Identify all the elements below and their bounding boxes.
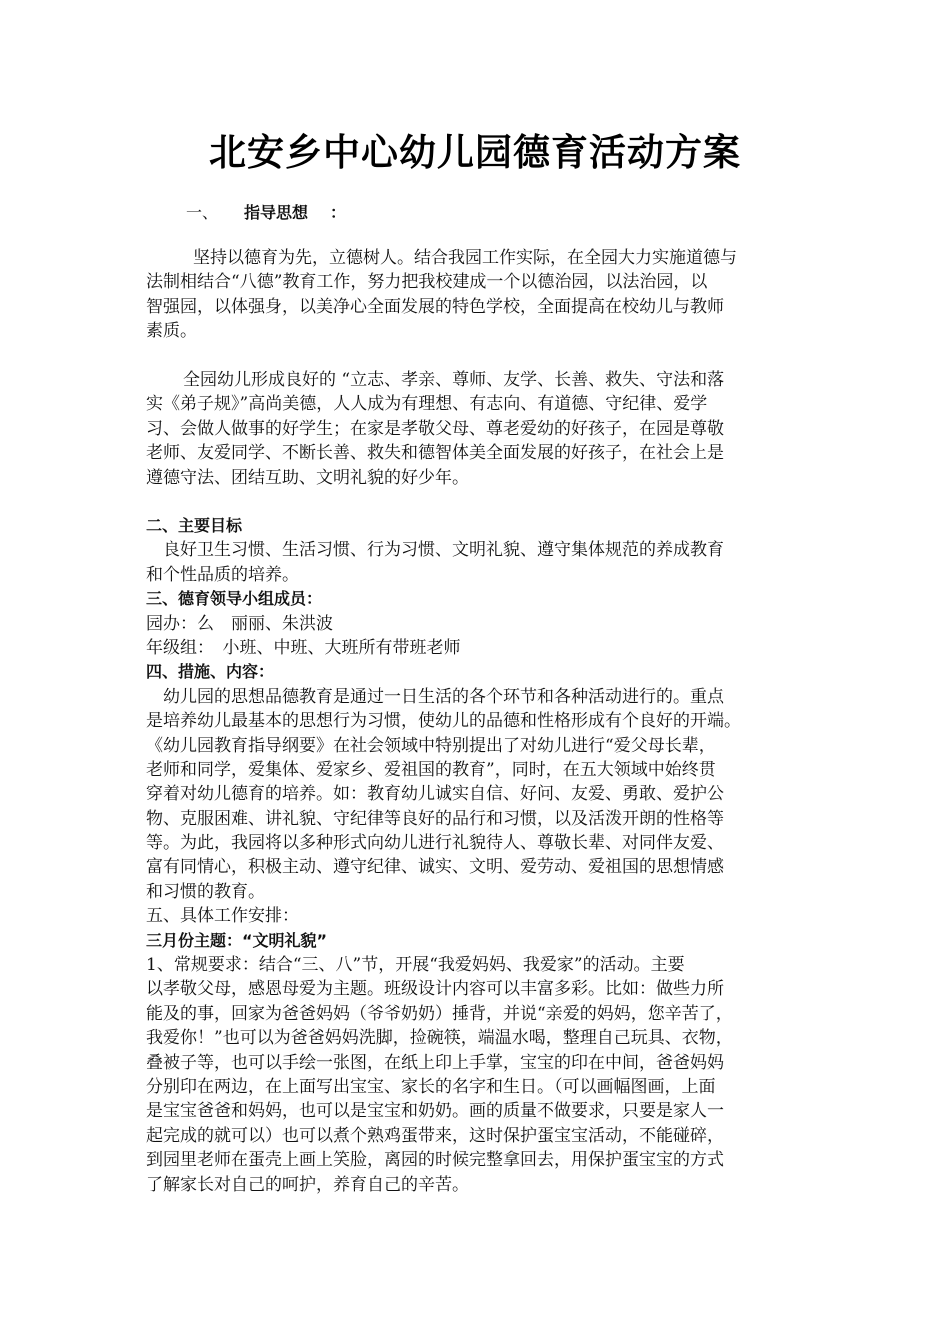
paragraph-line: 《幼儿园教育指导纲要》在社会领域中特别提出了对幼儿进行“爱父母长辈， [146,735,716,756]
paragraph-line: 习、会做人做事的好学生；在家是孝敬父母、尊老爱幼的好孩子，在园是尊敬 [146,418,724,439]
document-title: 北安乡中心幼儿园德育活动方案 [209,130,741,174]
paragraph-line: 老师、友爱同学、不断长善、救失和德智体美全面发展的好孩子，在社会上是 [146,443,724,464]
paragraph-line: 智强园，以体强身，以美净心全面发展的特色学校，全面提高在校幼儿与教师 [146,296,724,317]
section2-heading: 二、主要目标 [146,516,243,535]
paragraph-line: 我爱你！”也可以为爸爸妈妈洗脚，捡碗筷，端温水喝，整理自己玩具、衣物， [146,1028,733,1049]
paragraph-line: 和习惯的教育。 [146,881,265,902]
paragraph-line: 是宝宝爸爸和妈妈，也可以是宝宝和奶奶。画的质量不做要求，只要是家人一 [146,1101,724,1122]
paragraph-guiding-idea [146,246,818,344]
paragraph-line: 遵德守法、团结互助、文明礼貌的好少年。 [146,467,469,488]
paragraph-line: 分别印在两边，在上面写出宝宝、家长的名字和生日。（可以画幅图画，上面 [146,1076,716,1097]
paragraph-line: 全园幼儿形成良好的 “立志、孝亲、尊师、友学、长善、救失、守法和落 [166,370,725,390]
paragraph-line: 幼儿园的思想品德教育是通过一日生活的各个环节和各种活动进行的。重点 [146,686,724,707]
paragraph-line: 以孝敬父母，感恩母爱为主题。班级设计内容可以丰富多彩。比如：做些力所 [146,979,724,1000]
paragraph-line: 和个性品质的培养。 [146,564,299,585]
paragraph-goals-intro [146,368,818,490]
paragraph-line: 法制相结合“八德”教育工作，努力把我校建成一个以德治园，以法治园，以 [146,272,708,293]
paragraph-line: 等。为此，我园将以多种形式向幼儿进行礼貌待人、尊敬长辈、对同伴友爱、 [146,833,724,854]
paragraph-line: 是培养幼儿最基本的思想行为习惯，使幼儿的品德和性格形成有个良好的开端。 [146,711,741,732]
paragraph-line: 富有同情心，积极主动、遵守纪律、诚实、文明、爱劳动、爱祖国的思想情感 [146,857,724,878]
leader-line-grade: 年级组： 小班、中班、大班所有带班老师 [146,637,461,658]
leader-line-office: 园办：么 丽丽、朱洪波 [146,613,333,634]
paragraph-line: 到园里老师在蛋壳上画上笑脸，离园的时候完整拿回去，用保护蛋宝宝的方式 [146,1150,724,1171]
section1-colon: ： [330,203,347,222]
section1-heading [186,202,346,224]
section-main-goals [146,514,818,1197]
section1-number: 一、 [186,203,219,222]
paragraph-line: 穿着对幼儿德育的培养。如：教育幼儿诚实自信、好问、友爱、勇敢、爱护公 [146,784,724,805]
paragraph-line: 坚持以德育为先，立德树人。结合我园工作实际，在全园大力实施道德与 [176,248,737,268]
paragraph-line: 素质。 [146,321,197,342]
paragraph-line: 了解家长对自己的呵护，养育自己的辛苦。 [146,1174,469,1195]
section3-heading: 三、德育领导小组成员： [146,589,323,609]
paragraph-line: 1、常规要求：结合“三、八”节，开展“我爱妈妈、我爱家”的活动。主要 [146,955,685,976]
paragraph-line: 物、克服困难、讲礼貌、守纪律等良好的品行和习惯，以及活泼开朗的性格等 [146,808,724,829]
paragraph-line: 能及的事，回家为爸爸妈妈（爷爷奶奶）捶背，并说“亲爱的妈妈，您辛苦了， [146,1003,733,1024]
section1-title: 指导思想 [244,203,309,222]
paragraph-line: 良好卫生习惯、生活习惯、行为习惯、文明礼貌、遵守集体规范的养成教育 [146,540,724,561]
paragraph-line: 叠被子等，也可以手绘一张图，在纸上印上手掌，宝宝的印在中间，爸爸妈妈 [146,1052,724,1073]
march-theme-heading: 三月份主题：“文明礼貌” [146,930,328,950]
section5-heading: 五、具体工作安排： [146,906,299,927]
paragraph-line: 实《弟子规》”高尚美德，人人成为有理想、有志向、有道德、守纪律、爱学 [146,394,708,415]
paragraph-line: 起完成的就可以）也可以煮个熟鸡蛋带来，这时保护蛋宝宝活动，不能碰碎， [146,1125,724,1146]
section4-heading: 四、措施、内容： [146,662,275,682]
paragraph-line: 老师和同学，爱集体、爱家乡、爱祖国的教育”，同时，在五大领域中始终贯 [146,759,716,780]
